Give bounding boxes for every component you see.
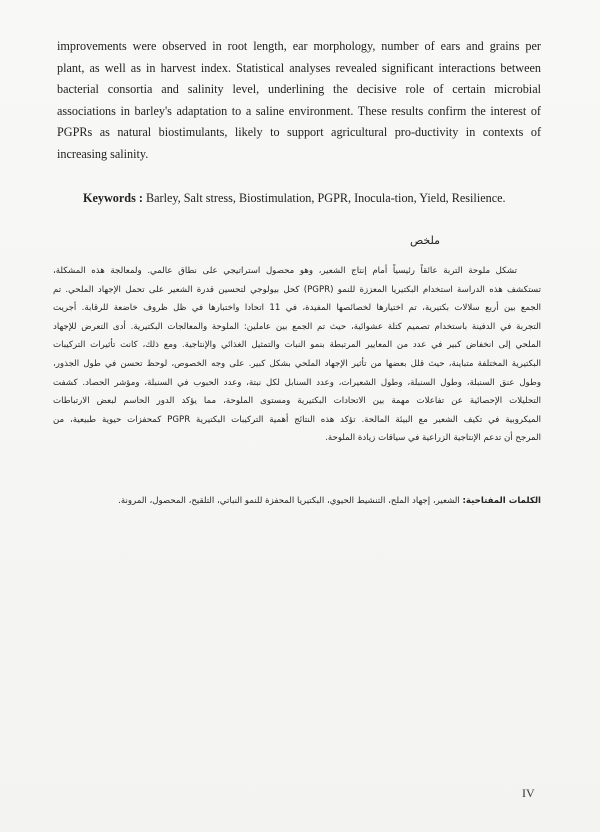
- arabic-abstract-line: وطول عنق السنبلة، وطول السنبلة، وطول الشعيرات، وعدد السنابل لكل نبتة، وعدد الحبوب في السنبلة، ومؤشر الحصاد. كشفت: [53, 377, 541, 388]
- arabic-abstract-line: التجربة في الدفينة باستخدام تصميم كتلة عشوائية، حيث تم الجمع بين عاملين: الملوحة والمعالجات البكتيرية. أدى التعرض للإجهاد: [53, 321, 541, 332]
- arabic-keywords: [53, 492, 541, 510]
- english-abstract-line: increasing salinity.: [57, 146, 149, 161]
- page-number: IV: [522, 786, 535, 800]
- arabic-abstract-line: تشكل ملوحة التربة عائقاً رئيسياً أمام إنتاج الشعير، وهو محصول استراتيجي على نطاق عالمي. ولمعالجة هذه المشكلة،: [53, 266, 517, 276]
- english-abstract-paragraph: [57, 36, 541, 166]
- english-abstract-line: plant, as well as in harvest index. Statistical analyses revealed significant interactions between: [57, 60, 541, 75]
- arabic-abstract-line: الملحي إلى انخفاض كبير في عدد من المعايير المرتبطة بنمو النبات والتمثيل الغذائي والإنتاجية. ومع ذلك، كانت تأثيرات التركيبات: [53, 340, 541, 351]
- arabic-abstract-line: تستكشف هذه الدراسة استخدام البكتيريا المعززة للنمو (PGPR) كحل بيولوجي لتحسين قدرة الشعير على تحمل الإجهاد الملحي. تم: [53, 284, 541, 295]
- english-keywords-text: Barley, Salt stress, Biostimulation, PGPR, Inocula-tion, Yield, Resilience.: [142, 191, 506, 205]
- arabic-abstract-title-row: [0, 234, 600, 247]
- english-abstract-line: PGPRs as natural biostimulants, likely to support agricultural pro-ductivity in contexts of: [57, 125, 541, 140]
- arabic-abstract-title: ملخص: [409, 234, 441, 247]
- arabic-abstract-paragraph: [53, 262, 541, 448]
- english-abstract-line: improvements were observed in root length, ear morphology, number of ears and grains per: [57, 39, 541, 53]
- english-keywords-label: Keywords :: [83, 191, 143, 205]
- english-abstract-line: associations in barley's adaptation to a saline environment. These results confirm the interest of: [57, 103, 541, 118]
- arabic-abstract-line: التحليلات الإحصائية عن تفاعلات مهمة بين الاتحادات البكتيرية ومستوى الملوحة، مما يؤكد الدور الحاسم لبعض الارتباطات: [53, 396, 541, 407]
- arabic-keywords-label: الكلمات المفتاحية:: [462, 496, 541, 506]
- arabic-abstract-line: المرجح أن تدعم الإنتاجية الزراعية في سياقات زيادة الملوحة.: [325, 433, 541, 444]
- arabic-abstract-line: الجمع بين أربع سلالات بكتيرية، تم اختيارها لخصائصها المفيدة، في 11 اتحادا واختبارها في ظل ظروف خاضعة للرقابة. أجريت: [53, 303, 541, 314]
- arabic-abstract-line: الميكروبية في تكيف الشعير مع البيئة المالحة. تؤكد هذه النتائج أهمية التركيبات البكتيرية PGPR كمحفزات حيوية طبيعية، من: [53, 414, 541, 425]
- arabic-abstract-line: البكتيرية المختلفة متباينة، حيث قلل بعضها من تأثير الإجهاد الملحي بشكل كبير. على وجه الخصوص، لوحظ تحسن في طول الجذور،: [53, 358, 541, 369]
- english-keywords: [83, 188, 553, 208]
- arabic-keywords-text: الشعير، إجهاد الملح، التنشيط الحيوي، البكتيريا المحفزة للنمو النباتي، التلقيح، المحصول، المرونة.: [118, 496, 463, 506]
- english-abstract-line: bacterial consortia and salinity level, underlining the decisive role of certain microbial: [57, 82, 541, 97]
